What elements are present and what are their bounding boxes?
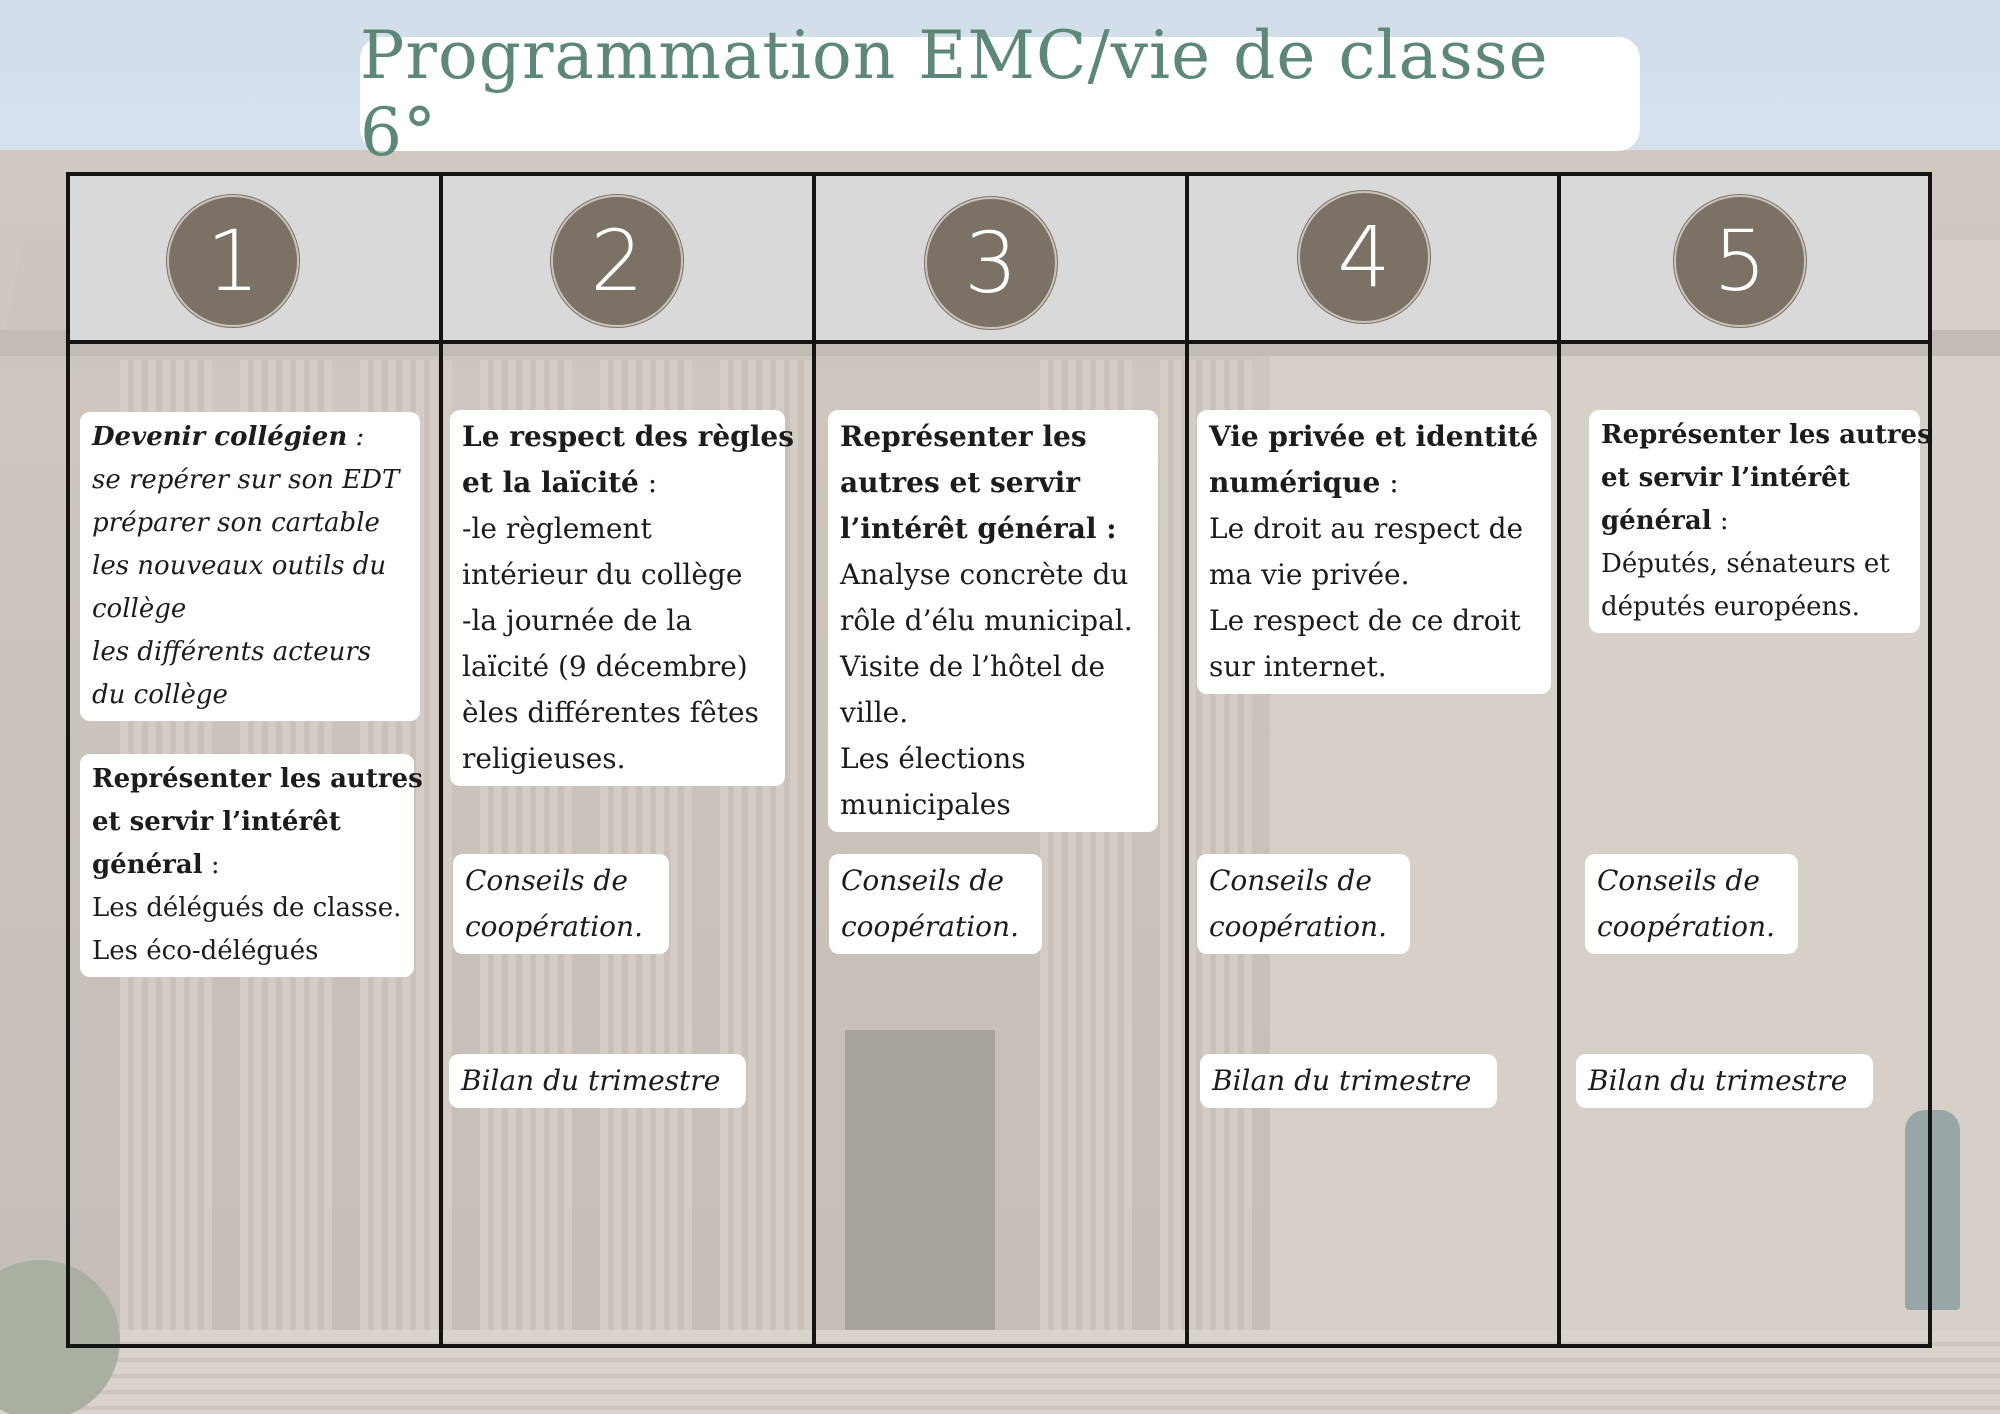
theme-title: Représenter les [840, 420, 1087, 453]
theme-title: l’intérêt général : [840, 512, 1117, 545]
theme-item: municipales [840, 788, 1011, 821]
column-4-theme: Vie privée et identité numérique : Le droit au respect de ma vie privée. Le respect de ce droit sur internet. [1197, 410, 1551, 694]
theme-title: général [92, 850, 203, 880]
theme-item: -le règlement [462, 512, 652, 545]
column-divider [1185, 176, 1189, 1344]
theme-item: du collège [92, 680, 228, 710]
page-title: Programmation EMC/vie de classe 6° [360, 17, 1549, 171]
theme-title: numérique [1209, 466, 1381, 499]
theme-item: intérieur du collège [462, 558, 743, 591]
theme-item: ma vie privée. [1209, 558, 1410, 591]
column-4-bilan: Bilan du trimestre [1200, 1054, 1497, 1108]
column-divider [1557, 176, 1561, 1344]
theme-item: les différents acteurs [92, 637, 372, 667]
theme-item: rôle d’élu municipal. [840, 604, 1133, 637]
column-3-theme [828, 410, 1158, 832]
column-4-conseils: Conseils de coopération. [1197, 854, 1410, 954]
theme-item: députés européens. [1601, 592, 1860, 622]
theme-item: Le droit au respect de [1209, 512, 1524, 545]
theme-item: se repérer sur son EDT [92, 465, 400, 495]
theme-item: Les délégués de classe. [92, 893, 402, 923]
theme-item: les nouveaux outils du [92, 551, 387, 581]
column-1-theme-2: Représenter les autres et servir l’intérêt général : Les délégués de classe. Les éco-délégués [80, 754, 414, 977]
theme-item: Les élections [840, 742, 1026, 775]
theme-title: et servir l’intérêt [1601, 463, 1850, 493]
column-3-conseils: Conseils de coopération. [829, 854, 1042, 954]
theme-item: Députés, sénateurs et [1601, 549, 1890, 579]
theme-title: Devenir collégien [92, 422, 348, 452]
column-2-theme: Le respect des règles et la laïcité : -le règlement intérieur du collège -la journée de la laïcité (9 décembre) èles différentes fêtes religieuses. [450, 410, 785, 786]
theme-item: Visite de l’hôtel de [840, 650, 1106, 683]
theme-item: ville. [840, 696, 909, 729]
theme-title: autres et servir [840, 466, 1080, 499]
period-number-badge: 1 [167, 195, 299, 327]
period-number-badge: 5 [1674, 195, 1806, 327]
theme-title: Vie privée et identité [1209, 420, 1539, 453]
theme-title: Représenter les autres [1601, 420, 1932, 450]
column-5-theme: Représenter les autres et servir l’intérêt général : Députés, sénateurs et députés européens. [1589, 410, 1920, 633]
title-banner [360, 17, 1640, 171]
theme-item: préparer son cartable [92, 508, 380, 538]
period-number-badge: 2 [551, 195, 683, 327]
theme-item: laïcité (9 décembre) [462, 650, 748, 683]
column-divider [439, 176, 443, 1344]
column-5-conseils: Conseils de coopération. [1585, 854, 1798, 954]
theme-title: Représenter les autres [92, 764, 423, 794]
theme-item: religieuses. [462, 742, 626, 775]
period-number-badge: 4 [1298, 191, 1430, 323]
theme-item: Les éco-délégués [92, 936, 319, 966]
period-number-badge: 3 [925, 197, 1057, 329]
theme-item: collège [92, 594, 187, 624]
column-2-bilan: Bilan du trimestre [449, 1054, 746, 1108]
theme-title: Le respect des règles [462, 420, 794, 453]
theme-title: général [1601, 506, 1712, 536]
column-divider [812, 176, 816, 1344]
column-2-conseils: Conseils de coopération. [453, 854, 669, 954]
theme-item: èles différentes fêtes [462, 696, 759, 729]
theme-item: Le respect de ce droit [1209, 604, 1521, 637]
column-5-bilan: Bilan du trimestre [1576, 1054, 1873, 1108]
theme-item: -la journée de la [462, 604, 693, 637]
theme-title: et la laïcité [462, 466, 639, 499]
theme-item: sur internet. [1209, 650, 1387, 683]
column-1-theme-1: Devenir collégien : se repérer sur son EDT préparer son cartable les nouveaux outils du collège les différents acteurs du collège [80, 412, 420, 721]
theme-item: Analyse concrète du [840, 558, 1129, 591]
theme-title: et servir l’intérêt [92, 807, 341, 837]
